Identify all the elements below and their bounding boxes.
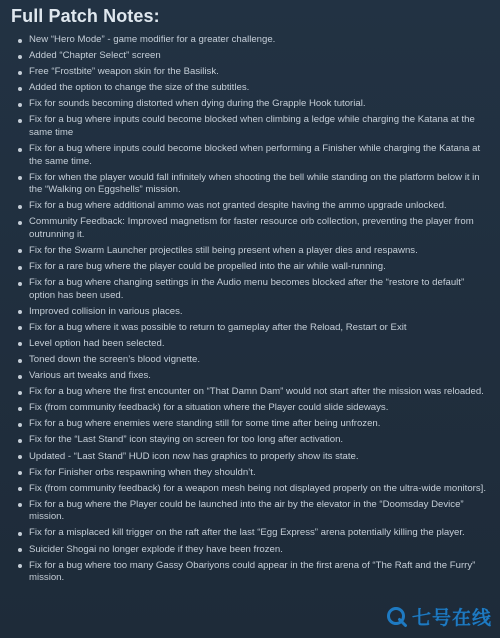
list-item: Fix for a bug where too many Gassy Obariyons could appear in the first arena of “The Raft and the Furry” mission. <box>29 560 490 585</box>
list-item: Various art tweaks and fixes. <box>29 370 490 383</box>
list-item: Fix for a rare bug where the player could be propelled into the air while wall-running. <box>29 261 490 274</box>
list-item: Level option had been selected. <box>29 338 490 351</box>
list-item: Fix for a bug where inputs could become blocked when performing a Finisher while charging the Katana at the same time. <box>29 143 490 168</box>
list-item: Added the option to change the size of the subtitles. <box>29 82 490 95</box>
list-item: Added “Chapter Select” screen <box>29 50 490 63</box>
list-item: Fix for when the player would fall infinitely when shooting the bell while standing on the platform below it in the “Walking on Eggshells” mission. <box>29 172 490 197</box>
q-logo-icon <box>386 606 408 628</box>
list-item: Improved collision in various places. <box>29 306 490 319</box>
list-item: Fix (from community feedback) for a situation where the Player could slide sideways. <box>29 402 490 415</box>
list-item: Fix for the “Last Stand” icon staying on screen for too long after activation. <box>29 434 490 447</box>
list-item: Community Feedback: Improved magnetism for faster resource orb collection, preventing the player from outrunning it. <box>29 216 490 241</box>
list-item: Updated - “Last Stand” HUD icon now has graphics to properly show its state. <box>29 451 490 464</box>
list-item: Fix for the Swarm Launcher projectiles still being present when a player dies and respawns. <box>29 245 490 258</box>
watermark-text: 七号在线 <box>411 607 492 629</box>
page-title: Full Patch Notes: <box>11 6 160 26</box>
list-item: Fix for a bug where the first encounter on “That Damn Dam” would not start after the mission was reloaded. <box>29 386 490 399</box>
patch-notes-list <box>8 34 490 585</box>
list-item: Fix for a bug where the Player could be launched into the air by the elevator in the “Doomsday Device” mission. <box>29 499 490 524</box>
list-item: Fix for sounds becoming distorted when dying during the Grapple Hook tutorial. <box>29 98 490 111</box>
list-item: New “Hero Mode” - game modifier for a greater challenge. <box>29 34 490 47</box>
list-item: Free “Frostbite” weapon skin for the Basilisk. <box>29 66 490 79</box>
list-item: Fix for a bug where changing settings in the Audio menu becomes blocked after the “restore to default” option has been used. <box>29 277 490 302</box>
list-item: Fix for a bug where inputs could become blocked when climbing a ledge while charging the Katana at the same time <box>29 114 490 139</box>
list-item: Toned down the screen’s blood vignette. <box>29 354 490 367</box>
list-item: Fix for a bug where additional ammo was not granted despite having the ammo upgrade unlocked. <box>29 200 490 213</box>
list-item: Suicider Shogai no longer explode if they have been frozen. <box>29 544 490 557</box>
list-item: Fix for a bug where it was possible to return to gameplay after the Reload, Restart or Exit <box>29 322 490 335</box>
list-item: Fix (from community feedback) for a weapon mesh being not displayed properly on the ultra-wide monitors]. <box>29 483 490 496</box>
list-item: Fix for a bug where enemies were standing still for some time after being unfrozen. <box>29 418 490 431</box>
list-item: Fix for Finisher orbs respawning when they shouldn’t. <box>29 467 490 480</box>
list-item: Fix for a misplaced kill trigger on the raft after the last “Egg Express” arena potentially killing the player. <box>29 527 490 540</box>
site-watermark <box>386 603 492 630</box>
